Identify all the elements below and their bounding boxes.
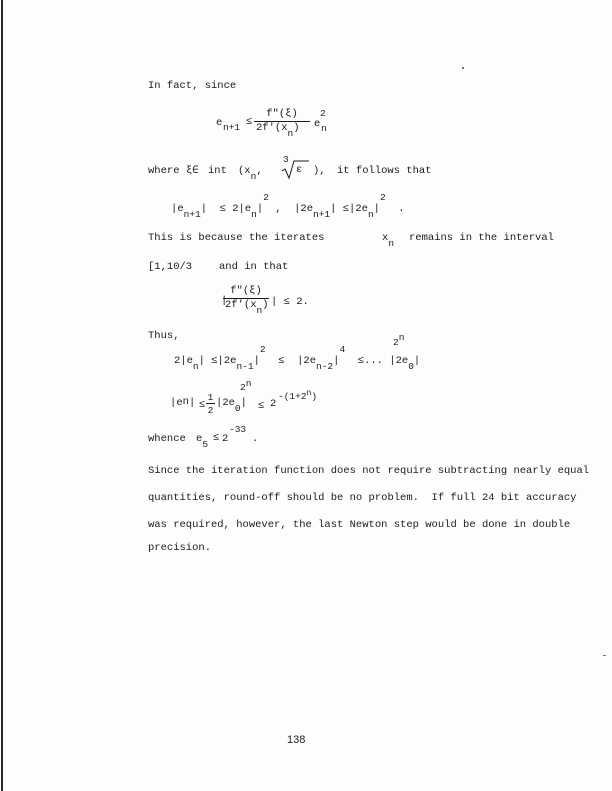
xn-open: (xn, <box>238 165 263 182</box>
page-edge-line <box>1 0 3 791</box>
eq1-lhs-e: e <box>216 117 223 129</box>
final-two: 2 <box>270 398 277 410</box>
and-in-that-text: and in that <box>219 261 289 273</box>
whence-le: ≤ <box>213 432 220 444</box>
eq1-rhs-e: e <box>314 118 321 130</box>
cube-root-index: 3 <box>283 154 289 165</box>
bound-frac-num: f"(ξ) <box>223 285 269 299</box>
ineq-line: |en+1| ≤ 2|en|2 , |2en+1| ≤|2en|2 . <box>171 192 405 220</box>
en-bar: |en| <box>170 396 196 409</box>
xi-in: ξ∈ <box>186 165 199 177</box>
para-line-2: quantities, round-off should be no problem. If full 24 bit accuracy <box>148 492 577 504</box>
chain-final-exp: 2n <box>393 332 405 348</box>
half-fraction: $\frac{1}{2}$ <box>207 392 214 416</box>
because-text: This is because the iterates <box>148 232 325 244</box>
half-rhs: |2e0| <box>216 397 247 414</box>
para-line-3: was required, however, the last Newton step would be done in double <box>148 519 571 531</box>
interval-text: [1,10/3 <box>148 261 193 273</box>
int-text: int <box>208 165 227 177</box>
thus-text: Thus, <box>148 330 180 342</box>
speck <box>603 655 606 656</box>
whence-dot: . <box>252 433 259 445</box>
page-number: 138 <box>287 734 306 746</box>
eq1-lhs-sub: n+1 <box>223 122 241 133</box>
remains-text: remains in the interval <box>409 232 554 244</box>
eq1-fraction <box>254 108 310 122</box>
xn-close: ), <box>313 165 326 177</box>
eq1-rhs-sup: 2 <box>320 108 326 119</box>
eq1-frac-num: f"(ξ) <box>254 108 310 122</box>
chain-line: 2|en| ≤|2en-1|2 ≤ |2en-2|4 ≤... |2e0| <box>174 344 421 372</box>
bound-left-bar: | <box>221 295 228 307</box>
bound-fraction <box>223 285 269 299</box>
half-rhs-exp: 2n <box>240 378 252 393</box>
eq1-rhs-sub: n <box>321 123 327 134</box>
intro-text: In fact, since <box>148 80 237 92</box>
para-line-1: Since the iteration function does not require subtracting nearly equal <box>148 465 590 477</box>
para-line-4: precision. <box>148 542 212 554</box>
radicand-epsilon: ε <box>296 164 303 176</box>
follows-text: it follows that <box>337 165 432 177</box>
whence-two: 2 <box>222 433 229 445</box>
speck <box>462 67 464 69</box>
en-le: ≤ <box>199 399 206 411</box>
eq1-le: ≤ <box>246 116 253 128</box>
whence-text: whence <box>148 433 186 445</box>
bound-two-text: | ≤ 2. <box>271 296 309 308</box>
bound-frac-den: 2f'(xn) <box>225 299 269 316</box>
eq1-frac-den: 2f'(xn) <box>256 122 300 139</box>
iterates-xn: xn <box>382 232 395 249</box>
whence-exp: -33 <box>229 424 247 435</box>
where-text: where <box>148 165 180 177</box>
whence-e5: e5 <box>196 433 209 450</box>
final-le: ≤ <box>258 400 265 412</box>
final-exp: $-(1+2^n)$ <box>278 389 318 402</box>
